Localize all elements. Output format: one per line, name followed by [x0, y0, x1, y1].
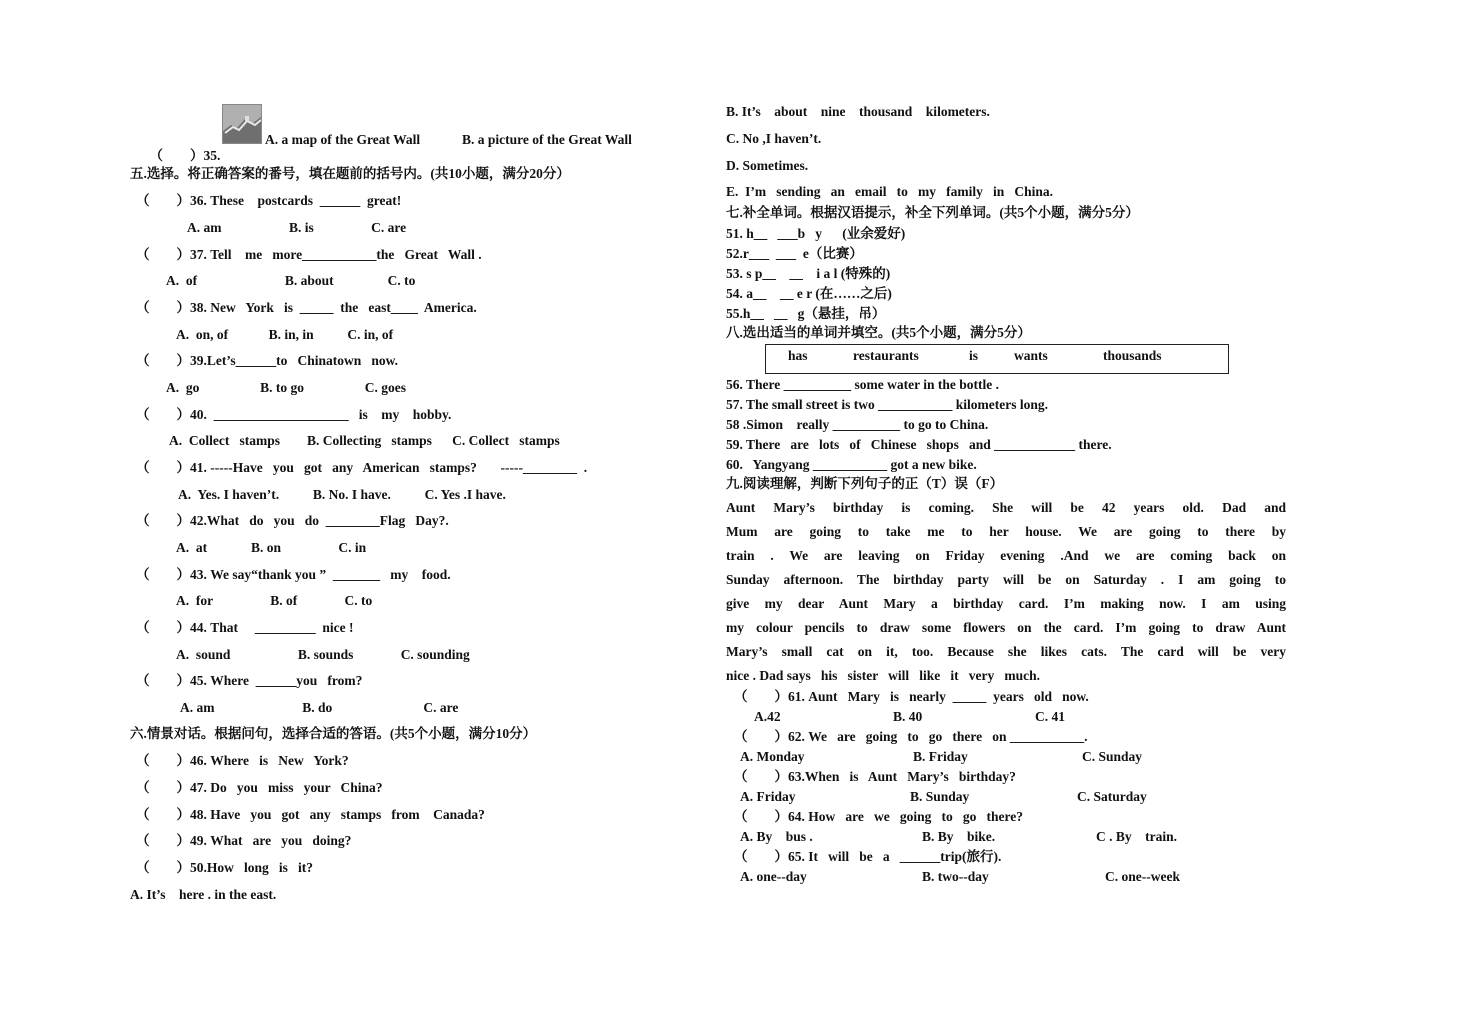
question-59: 59. There are lots of Chinese shops and ____________ there. [726, 437, 1112, 452]
question-64: （ ）64. How are we going to go there? [734, 809, 1023, 824]
question-38-options: A. on, of B. in, in C. in, of [176, 327, 394, 342]
question-40: （ ）40. ____________________ is my hobby. [136, 407, 452, 422]
question-63-option-b: B. Sunday [910, 789, 970, 804]
section-8-title: 八.选出适当的单词并填空。(共5个小题，满分5分） [726, 325, 1031, 340]
question-56: 56. There __________ some water in the bottle . [726, 377, 999, 392]
question-60: 60. Yangyang ___________ got a new bike. [726, 457, 977, 472]
question-44-options: A. sound B. sounds C. sounding [176, 647, 470, 662]
great-wall-image-icon [223, 105, 261, 143]
question-62-option-a: A. Monday [740, 749, 805, 764]
question-47: （ ）47. Do you miss your China? [136, 780, 383, 795]
section-9-title: 九.阅读理解，判断下列句子的正（T）误（F） [726, 476, 1004, 491]
question-40-options: A. Collect stamps B. Collecting stamps C. Collect stamps [169, 433, 560, 448]
question-48: （ ）48. Have you got any stamps from Canada? [136, 807, 485, 822]
word-bank-box [765, 344, 1229, 374]
great-wall-picture [222, 104, 262, 144]
answer-a: A. It’s here . in the east. [130, 887, 277, 902]
question-65-option-c: C. one--week [1105, 869, 1180, 884]
question-38: （ ）38. New York is _____ the east____ America. [136, 300, 477, 315]
question-64-option-b: B. By bike. [922, 829, 996, 844]
passage-line: give my dear Aunt Mary a birthday card. I’m making now. I am using [726, 596, 1286, 611]
word-bank-item: wants [1014, 348, 1048, 363]
word-bank-item: has [788, 348, 808, 363]
question-37: （ ）37. Tell me more___________the Great Wall . [136, 247, 482, 262]
question-41: （ ）41. -----Have you got any American stamps? -----________ . [136, 460, 588, 475]
question-62-option-b: B. Friday [913, 749, 968, 764]
question-43: （ ）43. We say“thank you ” _______ my food. [136, 567, 451, 582]
answer-d: D. Sometimes. [726, 158, 809, 173]
question-39-options: A. go B. to go C. goes [166, 380, 406, 395]
question-57: 57. The small street is two ___________ kilometers long. [726, 397, 1048, 412]
question-36: （ ）36. These postcards ______ great! [136, 193, 402, 208]
question-61-option-c: C. 41 [1035, 709, 1065, 724]
section-6-title: 六.情景对话。根据问句，选择合适的答语。(共5个小题，满分10分） [130, 726, 537, 741]
question-64-option-a: A. By bus . [740, 829, 813, 844]
question-44: （ ）44. That _________ nice ! [136, 620, 354, 635]
question-49: （ ）49. What are you doing? [136, 833, 352, 848]
question-61-option-b: B. 40 [893, 709, 923, 724]
question-43-options: A. for B. of C. to [176, 593, 373, 608]
question-53: 53. s p__ __ i a l (特殊的) [726, 266, 891, 281]
question-63-option-a: A. Friday [740, 789, 796, 804]
word-bank-item: restaurants [853, 348, 919, 363]
question-51: 51. h__ ___b y (业余爱好) [726, 226, 906, 241]
question-61-option-a: A.42 [754, 709, 781, 724]
question-65-option-a: A. one--day [740, 869, 807, 884]
question-65-option-b: B. two--day [922, 869, 989, 884]
question-35-option-b: B. a picture of the Great Wall [462, 132, 632, 147]
question-50: （ ）50.How long is it? [136, 860, 314, 875]
question-63: （ ）63.When is Aunt Mary’s birthday? [734, 769, 1016, 784]
passage-line: nice . Dad says his sister will like it very much. [726, 668, 1041, 683]
question-39: （ ）39.Let’s______to Chinatown now. [136, 353, 399, 368]
question-61: （ ）61. Aunt Mary is nearly _____ years old now. [734, 689, 1089, 704]
question-35-option-a: A. a map of the Great Wall [265, 132, 421, 147]
question-62-option-c: C. Sunday [1082, 749, 1143, 764]
word-bank-item: thousands [1103, 348, 1162, 363]
passage-line: Mum are going to take me to her house. We are going to there by [726, 524, 1286, 539]
question-42-options: A. at B. on C. in [176, 540, 367, 555]
passage-line: Aunt Mary’s birthday is coming. She will be 42 years old. Dad and [726, 500, 1286, 515]
section-5-title: 五.选择。将正确答案的番号，填在题前的括号内。(共10小题，满分20分） [130, 166, 570, 181]
question-36-options: A. am B. is C. are [187, 220, 407, 235]
passage-line: Sunday afternoon. The birthday party will be on Saturday . I am going to [726, 572, 1286, 587]
question-54: 54. a__ __ e r (在……之后) [726, 286, 892, 301]
answer-b: B. It’s about nine thousand kilometers. [726, 104, 990, 119]
section-7-title: 七.补全单词。根据汉语提示，补全下列单词。(共5个小题，满分5分） [726, 205, 1139, 220]
question-58: 58 .Simon really __________ to go to China. [726, 417, 989, 432]
word-bank-item: is [969, 348, 979, 363]
question-45: （ ）45. Where ______you from? [136, 673, 363, 688]
question-42: （ ）42.What do you do ________Flag Day?. [136, 513, 449, 528]
question-41-options: A. Yes. I haven’t. B. No. I have. C. Yes .I have. [178, 487, 506, 502]
answer-e: E. I’m sending an email to my family in China. [726, 184, 1054, 199]
question-55: 55.h__ __ g（悬挂，吊） [726, 306, 886, 321]
question-62: （ ）62. We are going to go there on ___________. [734, 729, 1088, 744]
answer-c: C. No ,I haven’t. [726, 131, 822, 146]
question-64-option-c: C . By train. [1096, 829, 1177, 844]
question-65: （ ）65. It will be a ______trip(旅行). [734, 849, 1002, 864]
passage-line: train . We are leaving on Friday evening .And we are coming back on [726, 548, 1286, 563]
question-35-number: （ ）35. [149, 148, 221, 163]
passage-line: Mary’s small cat on it, too. Because she likes cats. The card will be very [726, 644, 1286, 659]
passage-line: my colour pencils to draw some flowers on the card. I’m going to draw Aunt [726, 620, 1286, 635]
question-37-options: A. of B. about C. to [166, 273, 416, 288]
question-46: （ ）46. Where is New York? [136, 753, 349, 768]
question-63-option-c: C. Saturday [1077, 789, 1147, 804]
question-45-options: A. am B. do C. are [180, 700, 459, 715]
question-52: 52.r___ ___ e（比赛） [726, 246, 863, 261]
